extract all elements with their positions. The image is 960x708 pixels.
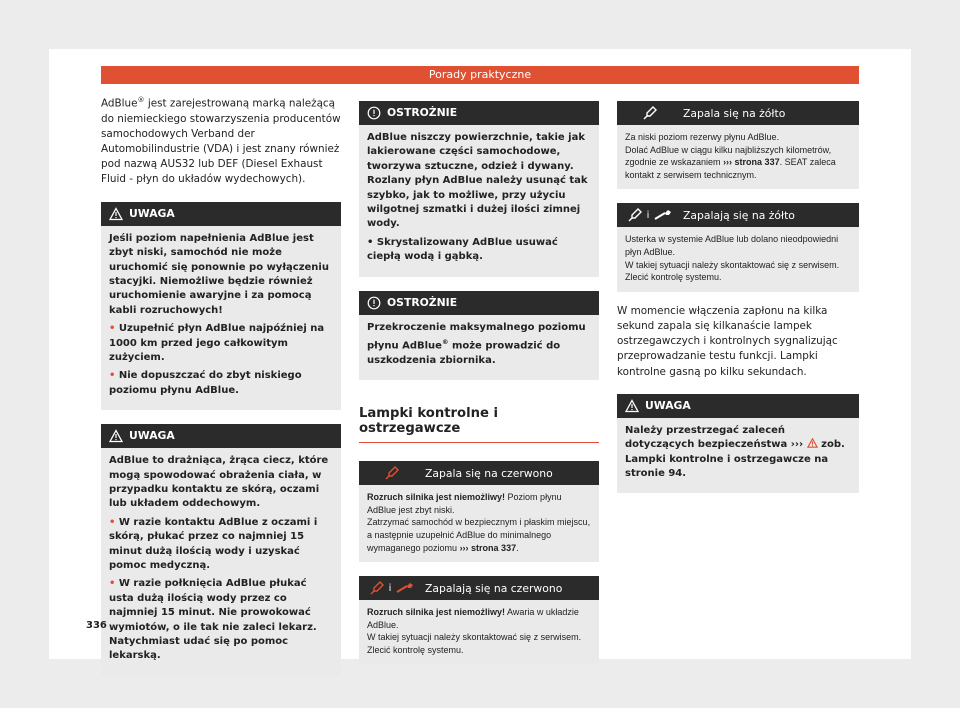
caution-text-a: Przekroczenie maksymalnego poziomu płynu AdBlue [367,321,586,352]
lamp-yellow-2-body [617,227,859,291]
warning-box-1-text: Jeśli poziom napełnienia AdBlue jest zbyt niski, samochód nie może uruchomić się ponownie po wyłączeniu stacyjki. Niemożliwe będzie również uruchomienie awaryjne i za pomocą kabli rozruchowych! [109,232,329,316]
lamp-yellow-1-header [617,101,859,125]
lamp-red-1-body [359,485,599,562]
lamp-red-2-text-a: Awaria w układzie AdBlue. [367,607,579,630]
lamp-red-1-lead: Rozruch silnika jest niemożliwy! [367,492,506,503]
lamp-yellow-2-header [617,203,859,227]
page-reference-link[interactable]: ››› strona 337 [723,157,780,168]
warning-box-2-bullet-1 [109,516,333,574]
caution-box-1-title: OSTROŻNIE [387,106,458,119]
caution-box-2-header [359,291,599,315]
warning-triangle-icon [625,399,639,413]
caution-box-1 [359,101,599,277]
lamp-red-1 [359,461,599,562]
and-separator: i [388,582,392,594]
warning-box-3-header [617,394,859,418]
column-middle [359,101,599,665]
intro-text-b: jest zarejestrowaną marką należącą do niemieckiego stowarzyszenia producentów samochodowych Verband der Automobilindustrie (VDA) i jest znany również pod nazwą AUS32 lub DEF (Diesel Exhaust Fluid - płyn do układów wydechowych). [101,97,341,186]
page-number: 336 [86,620,107,631]
caution-box-2-text [367,321,591,369]
warning-box-3-title: UWAGA [645,398,691,412]
warning-box-3-text-b[interactable]: zob. Lampki kontrolne i ostrzegawcze na stronie 94. [625,439,845,479]
caution-box-1-text: AdBlue niszczy powierzchnie, takie jak lakierowane części samochodowe, tworzywa sztuczne, odzież i dywany. Rozlany płyn AdBlue należy usunąć tak szybko, jak to możliwe, przy użyciu wilgotnej szmatki i dużej ilości zimnej wody. [367,132,588,230]
warning-box-1-title: UWAGA [129,206,175,220]
ignition-paragraph: W momencie włączenia zapłonu na kilka sekund zapala się kilkanaście lampek ostrzegawczych i kontrolnych sygnalizując przeprowadzanie testu funkcji. Lampki kontrolne gasną po kilku sekundach. [617,304,838,378]
lamp-yellow-1 [617,101,859,189]
adblue-nozzle-red-icon [384,465,400,481]
lamp-red-2-text-c: Zlecić kontrolę systemu. [367,644,464,655]
lamp-red-2 [359,576,599,664]
lamp-red-2-body [359,600,599,664]
warning-box-3-text-a: Należy przestrzegać zaleceń dotyczących bezpieczeństwa [625,424,791,451]
bullet-text: Uzupełnić płyn AdBlue najpóźniej na 1000 km przed jego całkowitym zużyciem. [109,323,325,363]
intro-paragraph [101,93,341,188]
reference-arrows: ››› [790,439,804,451]
bullet-icon: • [109,323,119,335]
caution-box-1-bullet-1 [367,236,591,265]
lamp-red-1-text-b: Zatrzymać samochód w bezpiecznym i płaskim miejscu, a następnie uzupełnić AdBlue do minimalnego wymaganego poziomu [367,517,591,553]
lamp-yellow-2 [617,203,859,291]
caution-box-2-title: OSTROŻNIE [387,295,458,309]
registered-mark: ® [137,96,145,104]
page-reference-link[interactable]: ››› strona 337 [459,542,517,553]
warning-triangle-icon [109,429,123,443]
lamp-red-2-text-b: W takiej sytuacji należy skontaktować się z serwisem. [367,632,582,643]
lamp-yellow-1-text-c: . SEAT zaleca kontakt z serwisem technicznym. [625,157,836,180]
lamp-yellow-2-icons [617,207,683,223]
warning-box-2-text: AdBlue to drażniąca, żrąca ciecz, które mogą spowodować obrażenia ciała, w przypadku kontaktu ze skórą, oczami lub układem oddechowym. [109,455,329,510]
warning-box-1-bullet-1 [109,322,333,365]
adblue-nozzle-yellow-icon [642,105,658,121]
bullet-icon: • [367,236,377,248]
column-right [617,101,859,493]
lamp-yellow-1-label: Zapala się na żółto [683,106,786,120]
lamp-red-2-header [359,576,599,600]
warning-box-3 [617,394,859,494]
manual-page [49,49,911,662]
caution-box-1-body [359,125,599,277]
intro-text-a: AdBlue [101,97,138,110]
warning-box-2-bullet-2 [109,577,333,663]
info-circle-icon [367,296,381,310]
caution-text-b: może prowadzić do uszkodzenia zbiornika. [367,340,561,366]
bullet-text: Skrystalizowany AdBlue usuwać ciepłą wodą i gąbką. [367,236,558,263]
warning-box-2-body [101,448,341,676]
bullet-icon: • [109,370,119,382]
warning-box-1-header [101,202,341,226]
lamp-red-2-lead: Rozruch silnika jest niemożliwy! [367,607,506,618]
page-header: Porady praktyczne [101,66,859,84]
caution-box-2 [359,291,599,381]
lamp-red-2-icons [359,580,425,596]
and-separator: i [646,209,650,221]
warning-triangle-icon [109,207,123,221]
adblue-nozzle-red-icon [369,580,385,596]
warning-box-3-body [617,418,859,494]
lamp-yellow-1-body [617,125,859,189]
lamp-red-2-label: Zapalają się na czerwono [425,581,563,595]
wrench-yellow-icon [653,208,673,222]
caution-box-2-body [359,315,599,381]
lamp-yellow-2-text-a: Usterka w systemie AdBlue lub dolano nieodpowiedni płyn AdBlue. [625,234,839,257]
lamp-yellow-2-label: Zapalają się na żółto [683,208,795,222]
bullet-text: W razie połknięcia AdBlue płukać usta dużą ilością wody przez co najmniej 15 minut. Nie prowokować wymiotów, o ile tak nie zaleci lekarz. Natychmiast udać się po pomoc lekarską. [109,578,317,662]
warning-box-2-header [101,424,341,448]
registered-mark: ® [441,338,449,347]
caution-box-1-header [359,101,599,125]
warning-box-1-bullet-2 [109,369,333,398]
info-circle-icon [367,106,381,120]
warning-box-2-title: UWAGA [129,429,175,443]
bullet-icon: • [109,578,119,590]
warning-box-2 [101,424,341,676]
bullet-text: W razie kontaktu AdBlue z oczami i skórą, płukać przez co najmniej 15 minut dużą ilością wody i uzyskać pomoc medyczną. [109,516,318,571]
lamp-yellow-2-text-c: Zlecić kontrolę systemu. [625,272,722,283]
lamp-red-1-text-c: . [516,542,519,553]
lamp-red-1-icons [359,465,425,481]
lamp-red-1-text-a: Poziom płynu AdBlue jest zbyt niski. [367,492,562,515]
column-left [101,93,341,676]
lamp-red-1-header [359,461,599,485]
section-title: Lampki kontrolne i ostrzegawcze [359,406,599,443]
warning-box-1-body [101,226,341,410]
bullet-icon: • [109,516,119,528]
lamp-yellow-2-text-b: W takiej sytuacji należy skontaktować się z serwisem. [625,259,840,270]
warning-box-1 [101,202,341,410]
lamp-yellow-1-text-b: Dolać AdBlue w ciągu kilku najbliższych kilometrów, zgodnie ze wskazaniem [625,144,832,168]
warning-triangle-small-icon [807,438,818,448]
warning-box-3-text [625,424,851,482]
adblue-nozzle-yellow-icon [627,207,643,223]
lamp-red-1-label: Zapala się na czerwono [425,466,553,480]
bullet-text: Nie dopuszczać do zbyt niskiego poziomu płynu AdBlue. [109,370,302,396]
lamp-yellow-1-icons [617,105,683,121]
lamp-yellow-1-text-a: Za niski poziom rezerwy płynu AdBlue. [625,132,780,142]
wrench-red-icon [395,581,415,595]
